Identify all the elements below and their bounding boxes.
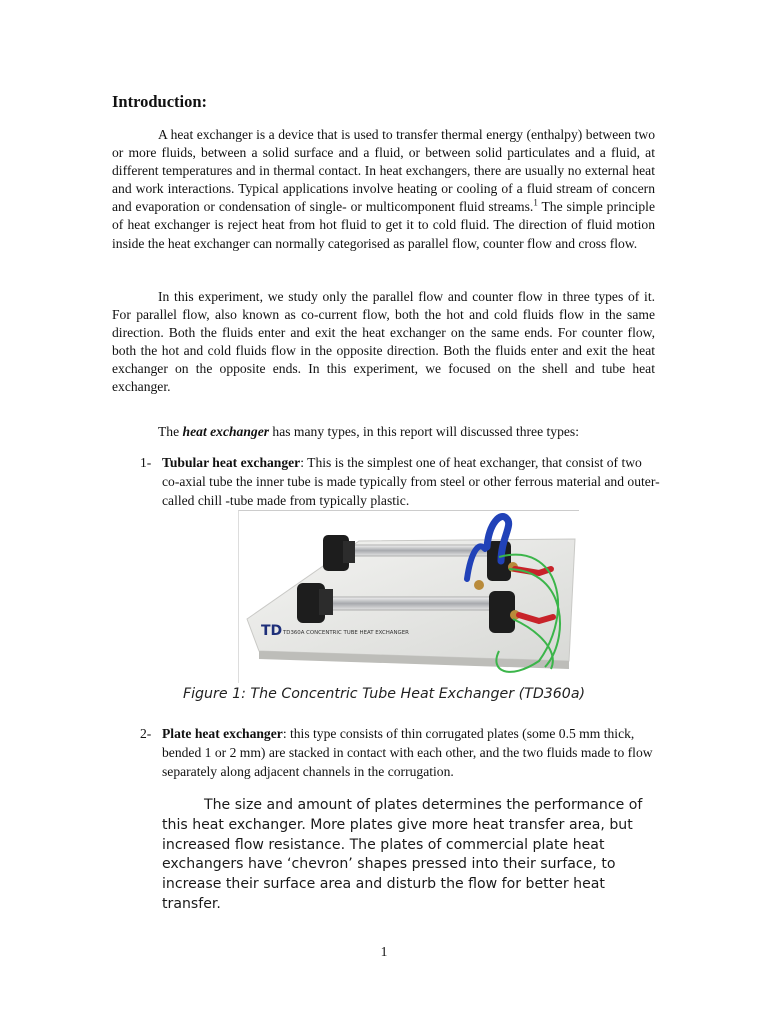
intro-paragraph-1	[112, 126, 655, 253]
list-item-term: Tubular heat exchanger	[162, 455, 301, 470]
types-intro	[158, 424, 579, 440]
types-intro-emphasis: heat exchanger	[182, 424, 270, 439]
figure-plate-label: TD360A CONCENTRIC TUBE HEAT EXCHANGER	[283, 630, 409, 636]
types-intro-pre: The	[158, 424, 183, 439]
types-intro-post: has many types, in this report will discussed three types:	[269, 424, 579, 439]
intro-paragraph-1-tail: The simple principle of heat exchanger is reject heat from hot fluid to get it to cold fluid. The direction of fluid motion inside the heat exchanger can normally categorised as parallel flow, counter flow and cross flow.	[112, 199, 655, 251]
list-item-text: : This is the simplest one of heat exchanger, that consist of two co-axial tube the inner tube is made typically from steel or other ferrous material and outer-called chill -tube made from typically plastic.	[162, 455, 660, 508]
list-item-body	[162, 453, 660, 510]
plate-description-paragraph	[162, 796, 662, 915]
footnote-ref[interactable]: 1	[533, 197, 538, 208]
plate-description-text: The size and amount of plates determines the performance of this heat exchanger. More plates give more heat transfer area, but increased flow resistance. The plates of commercial plate heat exchangers have ‘chevron’ shapes pressed into their surface, to increase their surface area and disturb the flow for better heat transfer.	[162, 797, 643, 912]
section-heading: Introduction:	[112, 92, 208, 111]
heat-exchanger-illustration	[239, 511, 579, 683]
list-item-number: 1-	[140, 455, 152, 470]
list-item-number: 2-	[140, 726, 152, 741]
intro-paragraph-2-text: In this experiment, we study only the parallel flow and counter flow in three types of it. For parallel flow, also known as co-current flow, both the hot and cold fluids flow in the same direction. Both the fluids enter and exit the heat exchanger on the same ends. For counter flow, both the hot and cold fluids flow in the opposite direction. Both the fluids enter and exit the heat exchanger on the opposite ends. In this experiment, we focused on the shell and tube heat exchanger.	[112, 289, 655, 395]
figure-caption: Figure 1: The Concentric Tube Heat Exchanger (TD360a)	[182, 686, 586, 702]
figure-concentric-tube-photo	[238, 510, 579, 683]
list-item-term: Plate heat exchanger	[162, 726, 283, 741]
page-number: 1	[380, 944, 388, 959]
list-item-body	[162, 724, 660, 781]
intro-paragraph-2	[112, 288, 655, 397]
intro-paragraph-1-text: A heat exchanger is a device that is used to transfer thermal energy (enthalpy) between two or more fluids, between a solid surface and a fluid, or between solid particulates and a fluid, at different temperatures and in thermal contact. In heat exchangers, there are usually no external heat and work interactions. Typical applications involve heating or cooling of a fluid stream of concern and evaporation or condensation of single- or multicomponent fluid streams.	[112, 127, 655, 215]
figure-logo: TD	[261, 623, 283, 639]
list-item-text: : this type consists of thin corrugated plates (some 0.5 mm thick, bended 1 or 2 mm) are stacked in contact with each other, and the two fluids made to flow separately along adjacent channels in the corrugation.	[162, 726, 653, 779]
